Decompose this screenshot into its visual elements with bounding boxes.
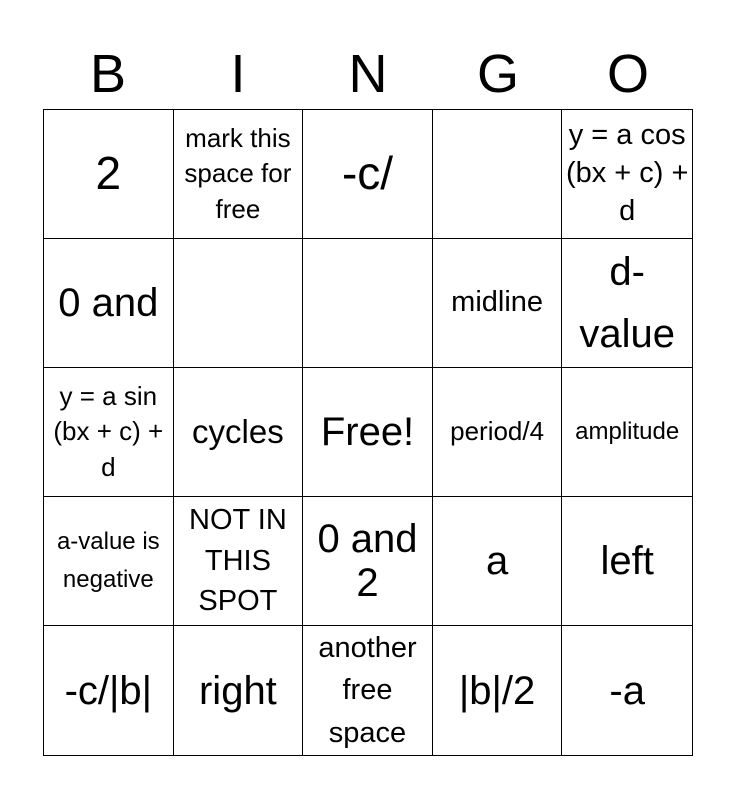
bingo-cell-r5c1[interactable] xyxy=(44,626,174,755)
bingo-cell-r2c3[interactable] xyxy=(303,239,433,368)
header-letter-g: G xyxy=(476,44,519,104)
bingo-cell-r2c1[interactable] xyxy=(44,239,174,368)
bingo-cell-r5c3[interactable] xyxy=(303,626,433,755)
header-letter-b: B xyxy=(89,44,127,104)
bingo-cell-r4c2[interactable] xyxy=(174,497,304,626)
bingo-cell-r2c2[interactable] xyxy=(174,239,304,368)
bingo-cell-r4c1[interactable] xyxy=(44,497,174,626)
cell-text: period/4 xyxy=(450,416,545,447)
cell-text: a xyxy=(485,539,509,583)
header-letter-o: O xyxy=(606,44,649,104)
cell-text: 2 xyxy=(95,147,122,200)
bingo-cell-r1c5[interactable] xyxy=(562,110,692,239)
cell-text: 0 and 2 xyxy=(317,517,418,605)
cell-text: cycles xyxy=(192,413,284,451)
bingo-cell-r3c5[interactable] xyxy=(562,368,692,497)
header-letter-i: I xyxy=(230,44,246,104)
bingo-cell-r5c2[interactable] xyxy=(174,626,304,755)
bingo-cell-r4c4[interactable] xyxy=(433,497,563,626)
cell-text: mark this space for free xyxy=(184,123,292,224)
cell-text: |b|/2 xyxy=(458,668,536,713)
bingo-cell-r4c5[interactable] xyxy=(562,497,692,626)
cell-text: y = a sin (bx + c) + d xyxy=(53,381,164,482)
bingo-header xyxy=(43,38,693,110)
cell-text: -c/ xyxy=(341,147,394,200)
cell-text: right xyxy=(198,668,277,713)
cell-text: d-value xyxy=(579,250,675,356)
cell-text: left xyxy=(600,539,654,583)
bingo-cell-r4c3[interactable] xyxy=(303,497,433,626)
bingo-cell-r3c3[interactable] xyxy=(303,368,433,497)
bingo-cell-r3c4[interactable] xyxy=(433,368,563,497)
bingo-cell-r3c2[interactable] xyxy=(174,368,304,497)
bingo-cell-r1c3[interactable] xyxy=(303,110,433,239)
bingo-cell-r3c1[interactable] xyxy=(44,368,174,497)
cell-text: another free space xyxy=(318,632,417,749)
cell-text: -a xyxy=(609,668,645,713)
bingo-cell-r1c1[interactable] xyxy=(44,110,174,239)
bingo-cell-r1c4[interactable] xyxy=(433,110,563,239)
header-letter-n: N xyxy=(348,44,388,104)
bingo-cell-r5c5[interactable] xyxy=(562,626,692,755)
bingo-cell-r2c4[interactable] xyxy=(433,239,563,368)
bingo-board xyxy=(43,109,693,756)
cell-text: midline xyxy=(451,286,544,319)
cell-text: NOT IN THIS SPOT xyxy=(189,504,287,618)
cell-text: -c/|b| xyxy=(64,668,153,713)
bingo-cell-r2c5[interactable] xyxy=(562,239,692,368)
bingo-cell-r5c4[interactable] xyxy=(433,626,563,755)
cell-text: a-value is negative xyxy=(56,527,160,593)
cell-text: y = a cos (bx + c) + d xyxy=(565,119,689,227)
cell-text: Free! xyxy=(320,410,415,454)
cell-text: 0 and xyxy=(58,281,159,325)
cell-text: amplitude xyxy=(575,417,680,445)
bingo-cell-r1c2[interactable] xyxy=(174,110,304,239)
